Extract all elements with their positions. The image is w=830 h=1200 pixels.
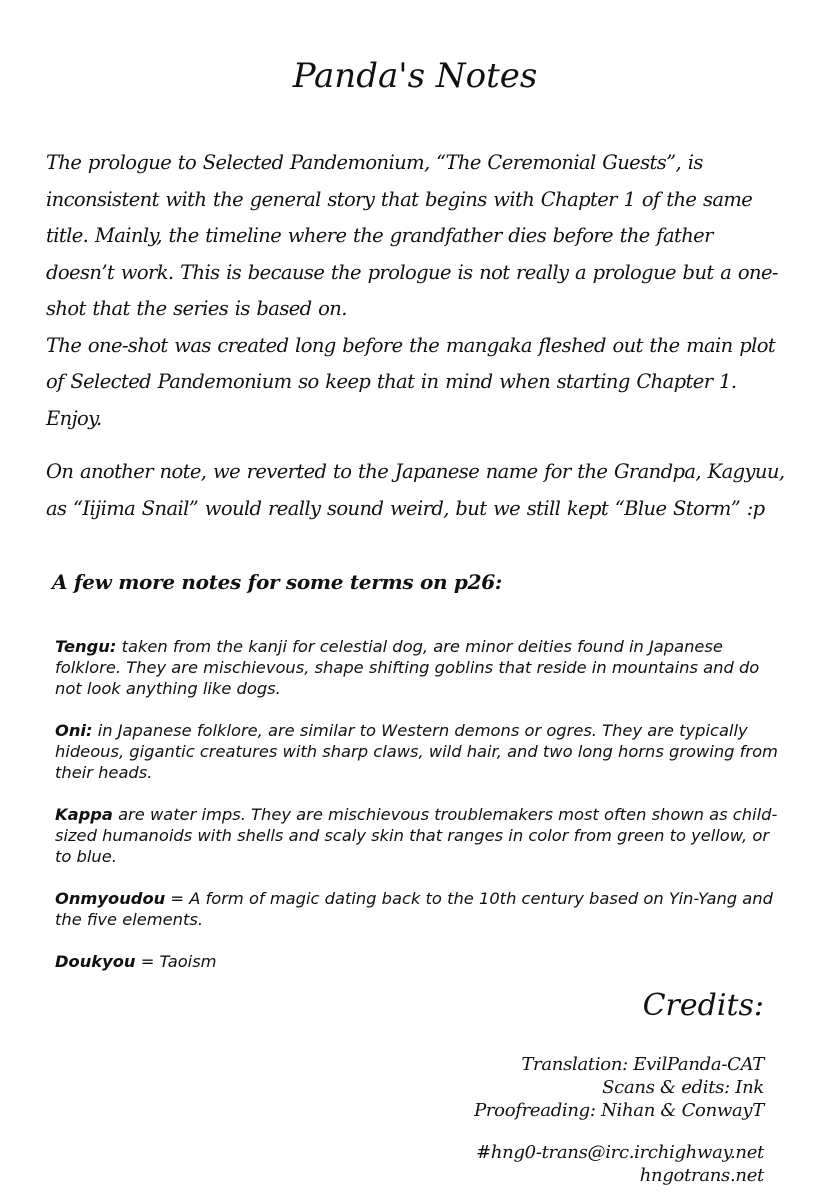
term-entry xyxy=(55,720,785,783)
credit-proofreading: Proofreading: Nihan & ConwayT xyxy=(474,1100,764,1121)
terms-heading: A few more notes for some terms on p26: xyxy=(52,570,502,594)
terms-list xyxy=(55,636,785,993)
term-definition: are water imps. They are mischievous troublemakers most often shown as child-sized humanoids with shells and scaly skin that ranges in color from green to yellow, or to blue. xyxy=(55,805,778,866)
intro-paragraph: Enjoy. xyxy=(46,406,102,430)
prologue-notes xyxy=(46,145,786,437)
credits-block xyxy=(474,1053,764,1187)
term-definition: = Taoism xyxy=(135,952,217,971)
term-entry xyxy=(55,888,785,930)
term-name: Doukyou xyxy=(55,952,136,971)
intro-paragraph: The one-shot was created long before the mangaka fleshed out the main plot of Selected Pandemonium so keep that in mind when starting Chapter 1. xyxy=(46,333,776,393)
term-entry xyxy=(55,804,785,867)
credit-website: hngotrans.net xyxy=(639,1165,764,1186)
term-definition: taken from the kanji for celestial dog, are minor deities found in Japanese folklore. They are mischievous, shape shifting goblins that reside in mountains and do not look anything like dogs. xyxy=(55,637,760,698)
term-name: Kappa xyxy=(55,805,113,824)
name-note-paragraph: On another note, we reverted to the Japanese name for the Grandpa, Kagyuu, as “Iijima Snail” would really sound weird, but we still kept “Blue Storm” :p xyxy=(46,460,785,520)
spacer xyxy=(474,1122,764,1141)
intro-paragraph: The prologue to Selected Pandemonium, “The Ceremonial Guests”, is inconsistent with the general story that begins with Chapter 1 of the same title. Mainly, the timeline where the grandfather dies before the father doesn’t work. This is because the prologue is not really a prologue but a one-shot that the series is based on. xyxy=(46,151,778,320)
term-entry xyxy=(55,951,785,972)
term-definition: = A form of magic dating back to the 10th century based on Yin-Yang and the five elements. xyxy=(55,889,773,929)
term-entry xyxy=(55,636,785,699)
credit-translation: Translation: EvilPanda-CAT xyxy=(521,1054,764,1075)
page-title: Panda's Notes xyxy=(292,56,538,96)
term-name: Tengu: xyxy=(55,637,117,656)
term-name: Onmyoudou xyxy=(55,889,166,908)
term-name: Oni: xyxy=(55,721,93,740)
credits-title: Credits: xyxy=(642,988,764,1023)
credit-irc: #hng0-trans@irc.irchighway.net xyxy=(476,1142,764,1163)
credit-scans: Scans & edits: Ink xyxy=(602,1077,764,1098)
term-definition: in Japanese folklore, are similar to Western demons or ogres. They are typically hideous, gigantic creatures with sharp claws, wild hair, and two long horns growing from their heads. xyxy=(55,721,778,782)
name-note xyxy=(46,454,786,527)
